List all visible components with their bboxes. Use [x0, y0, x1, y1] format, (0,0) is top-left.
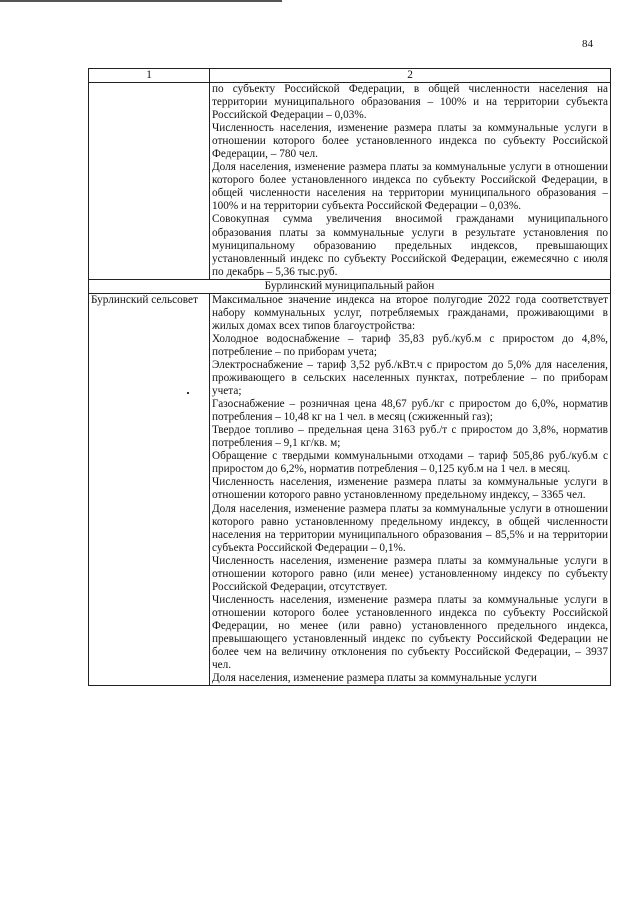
- detail-paragraph: Холодное водоснабжение – тариф 35,83 руб./куб.м с приростом до 4,8%, потребление – по приборам учета;: [212, 332, 608, 358]
- page-number: 84: [582, 38, 593, 50]
- top-rule: [0, 0, 282, 2]
- detail-paragraph: Обращение с твердыми коммунальными отходами – тариф 505,86 руб./куб.м с приростом до 6,2%, норматив потребления – 0,125 куб.м на 1 чел. в месяц.: [212, 450, 608, 476]
- detail-paragraph: Доля населения, изменение размера платы за коммунальные услуги: [212, 672, 537, 685]
- continuation-paragraph: Доля населения, изменение размера платы за коммунальные услуги в отношении которого более установленного индекса по субъекту Российской Федерации, в общей численности населения на территории муниципального образования – 100% и на территории субъекта Российской Федерации – 0,03%.: [212, 161, 608, 213]
- empty-name-cell: [89, 83, 210, 280]
- district-heading-row: [89, 279, 611, 293]
- municipality-row: [89, 293, 611, 685]
- header-cell-1: 1: [89, 69, 210, 83]
- detail-paragraph: Численность населения, изменение размера платы за коммунальные услуги в отношении которого равно установленному предельному индексу, – 3365 чел.: [212, 476, 608, 502]
- document-table: [88, 68, 611, 686]
- continuation-paragraph: Численность населения, изменение размера платы за коммунальные услуги в отношении которого более установленного индекса по субъекту Российской Федерации, – 780 чел.: [212, 122, 608, 161]
- detail-paragraph: Численность населения, изменение размера платы за коммунальные услуги в отношении которого равно (или менее) установленному индексу по субъекту Российской Федерации, отсутствует.: [212, 554, 608, 593]
- detail-paragraph: Максимальное значение индекса на второе полугодие 2022 года соответствует набору коммунальных услуг, потребляемых гражданами, проживающими в жилых домах всех типов благоустройства:: [212, 293, 608, 332]
- municipality-details-cell: [210, 293, 611, 685]
- detail-paragraph: Электроснабжение – тариф 3,52 руб./кВт.ч с приростом до 5,0% для населения, проживающего в сельских населенных пунктах, потребление – по приборам учета;: [212, 358, 608, 398]
- municipality-name: Бурлинский сельсовет: [89, 293, 210, 685]
- district-heading: Бурлинский муниципальный район: [89, 279, 611, 293]
- continuation-paragraph: по субъекту Российской Федерации, в общей численности населения на территории муниципального образования – 100% и на территории субъекта Российской Федерации – 0,03%.: [212, 83, 608, 122]
- continuation-cell: [210, 83, 611, 280]
- scan-speck: [187, 392, 189, 394]
- continuation-row: [89, 83, 611, 280]
- table-header-row: [89, 69, 611, 83]
- detail-paragraph: Твердое топливо – предельная цена 3163 руб./т с приростом до 3,8%, норматив потребления – 9,1 кг/кв. м;: [212, 424, 608, 450]
- header-cell-2: 2: [210, 69, 611, 83]
- detail-paragraph: Газоснабжение – розничная цена 48,67 руб./кг с приростом до 6,0%, норматив потребления – 10,48 кг на 1 чел. в месяц (сжиженный газ);: [212, 398, 608, 424]
- continuation-paragraph: Совокупная сумма увеличения вносимой гражданами муниципального образования платы за коммунальные услуги в результате установления по муниципальному образованию предельных индексов, превышающих установленный индекс по субъекту Российской Федерации, ежемесячно с июля по декабрь – 5,36 тыс.руб.: [212, 213, 608, 278]
- detail-paragraph: Доля населения, изменение размера платы за коммунальные услуги в отношении которого равно установленному предельному индексу, в общей численности населения на территории муниципального образования – 85,5% и на территории субъекта Российской Федерации – 0,1%.: [212, 502, 608, 554]
- detail-paragraph: Численность населения, изменение размера платы за коммунальные услуги в отношении которого более установленного индекса по субъекту Российской Федерации, но менее (или равно) установленного предельного индекса, превышающего установленный индекс по субъекту Российской Федерации не более чем на величину отклонения по субъекту Российской Федерации, – 3937 чел.: [212, 593, 608, 672]
